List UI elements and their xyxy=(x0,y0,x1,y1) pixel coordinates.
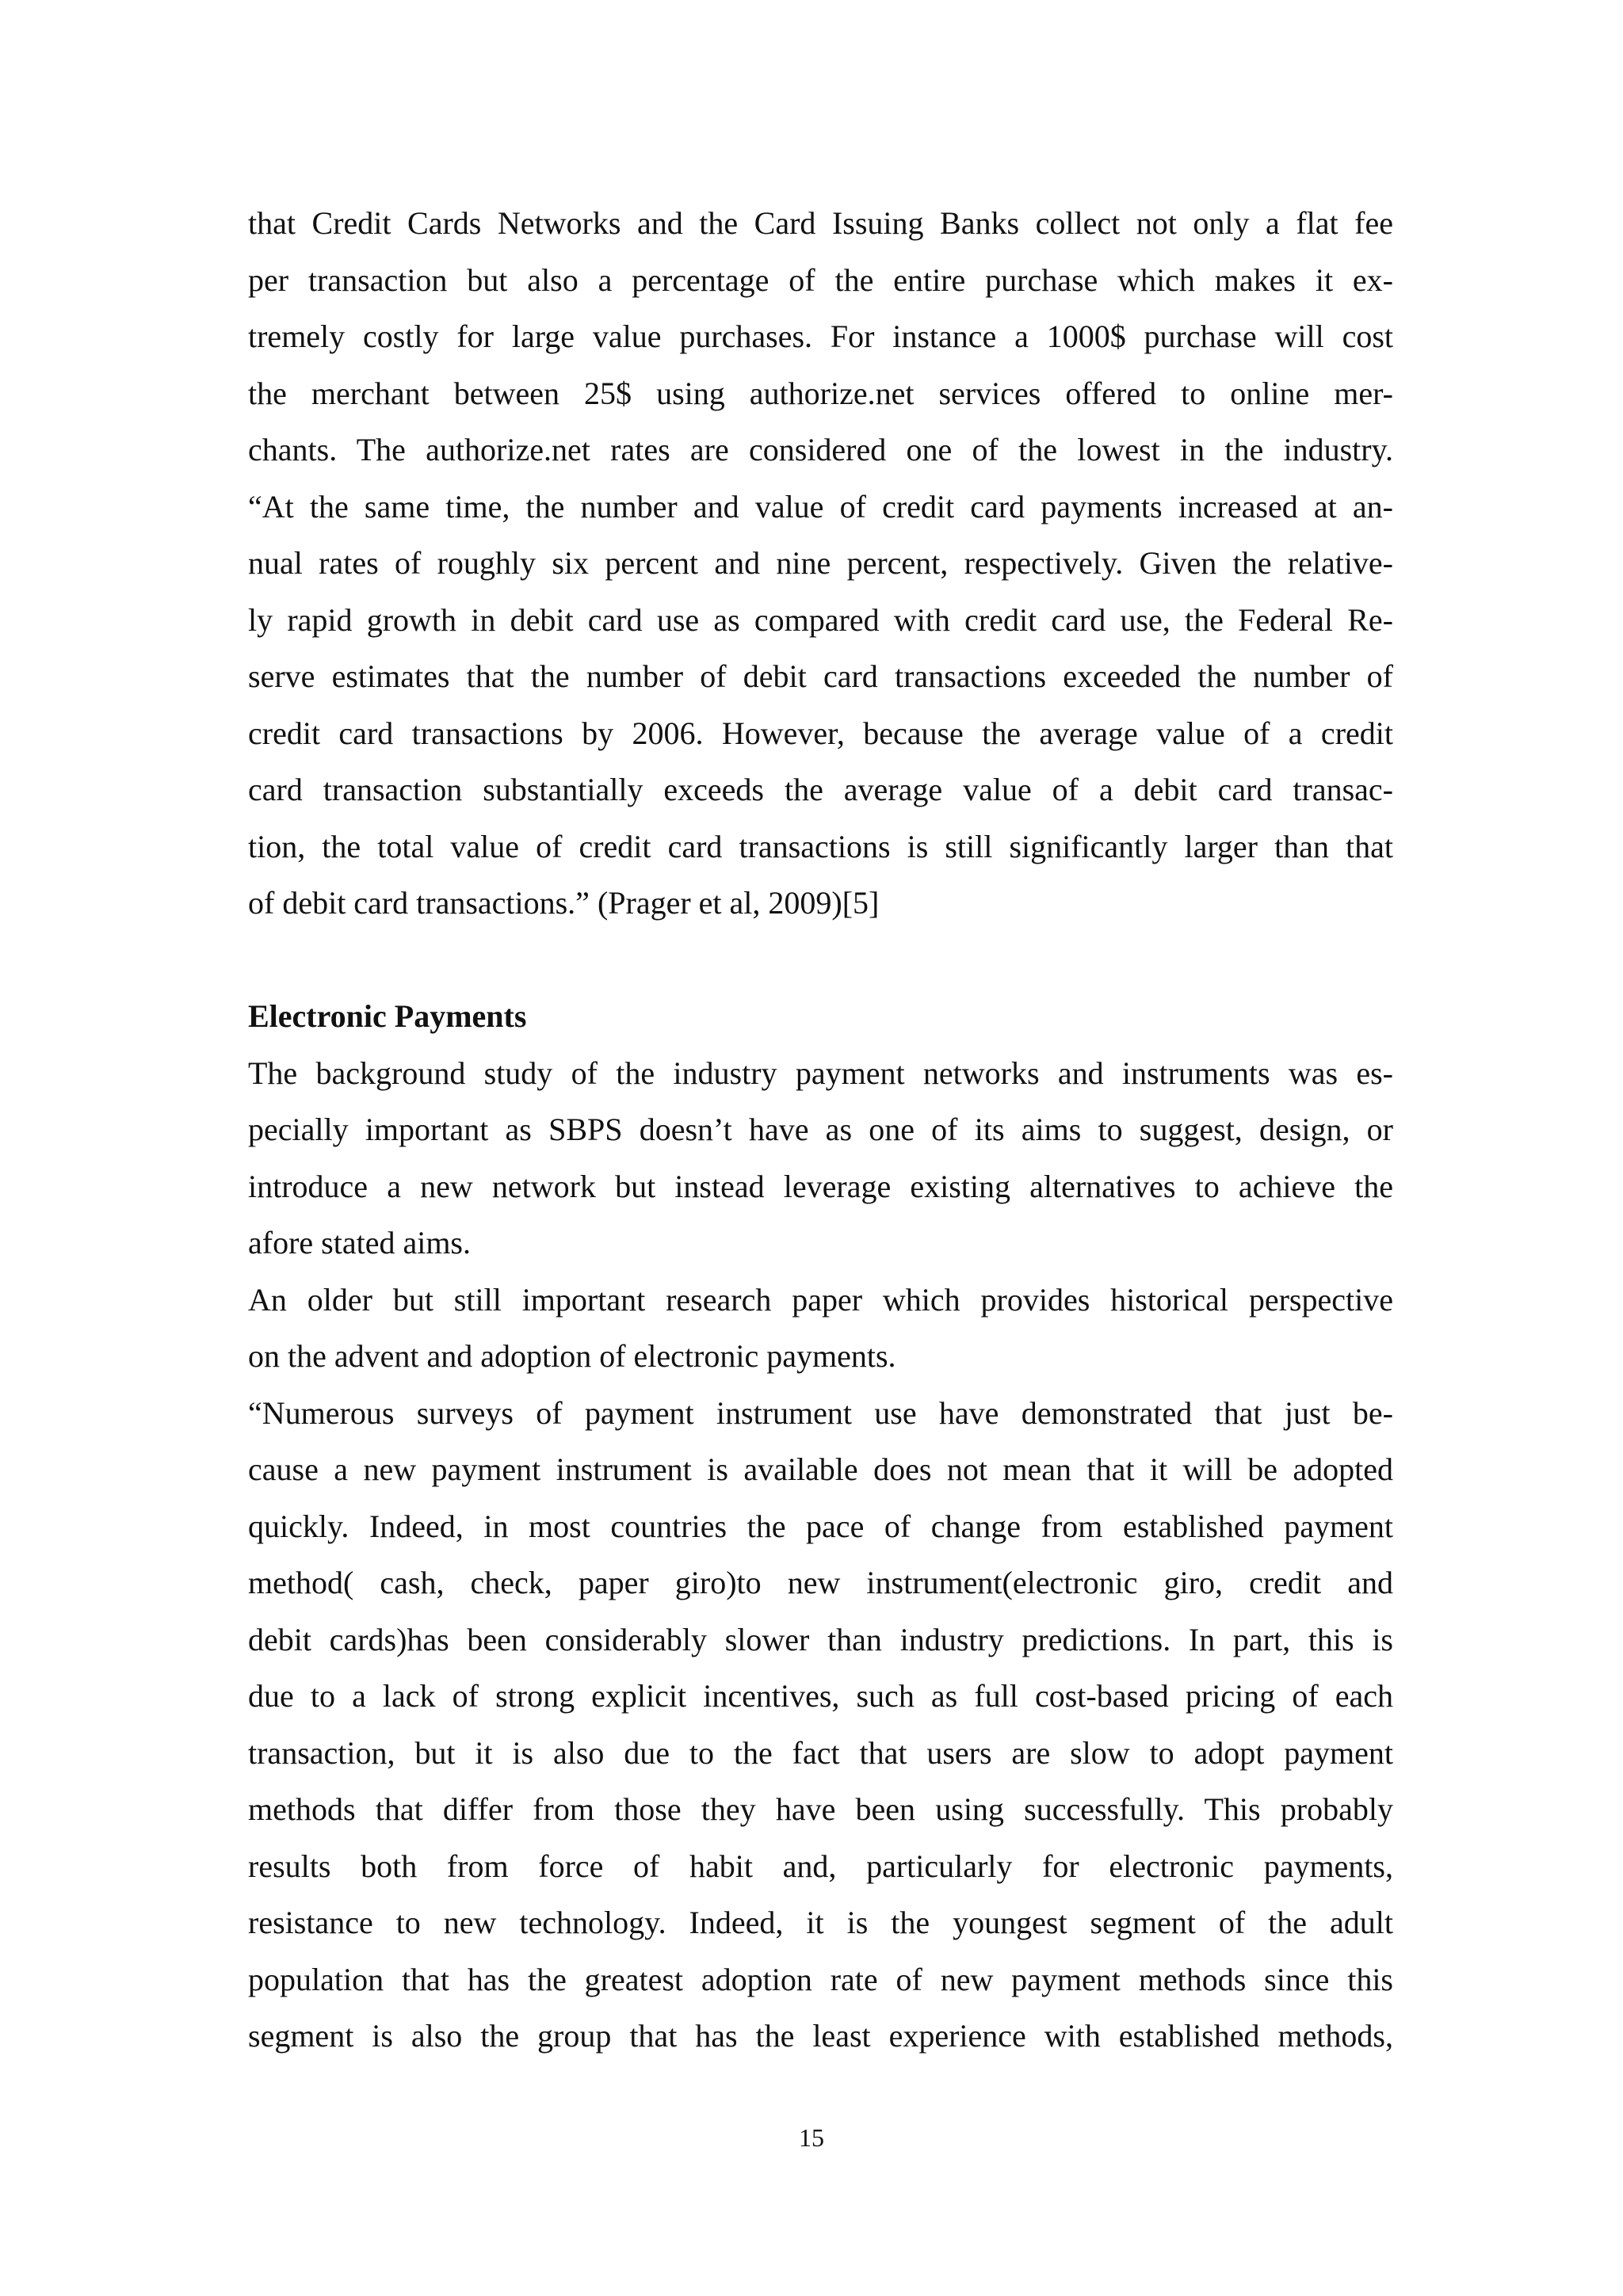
section-gap xyxy=(248,932,1393,989)
text-line: per transaction but also a percentage of the entire purchase which makes it ex- xyxy=(248,261,1393,298)
text-line: nual rates of roughly six percent and nine percent, respectively. Given the relative- xyxy=(248,545,1393,581)
text-line: “At the same time, the number and value of credit card payments increased at an- xyxy=(248,488,1393,524)
text-line: serve estimates that the number of debit card transactions exceeded the number of xyxy=(248,658,1393,694)
text-line: pecially important as SBPS doesn’t have as one of its aims to suggest, design, or xyxy=(248,1112,1393,1147)
body-text xyxy=(248,195,1393,2065)
text-line: afore stated aims. xyxy=(248,1225,471,1261)
text-line: due to a lack of strong explicit incentives, such as full cost-based pricing of each xyxy=(248,1678,1393,1714)
text-line: resistance to new technology. Indeed, it is the youngest segment of the adult xyxy=(248,1905,1393,1940)
text-line: “Numerous surveys of payment instrument use have demonstrated that just be- xyxy=(248,1394,1393,1431)
text-line: An older but still important research paper which provides historical perspective xyxy=(248,1281,1393,1318)
text-line: population that has the greatest adoption rate of new payment methods since this xyxy=(248,1961,1393,1997)
text-line: debit cards)has been considerably slower than industry predictions. In part, this is xyxy=(248,1621,1393,1657)
text-line: methods that differ from those they have been using successfully. This probably xyxy=(248,1791,1393,1827)
text-line: that Credit Cards Networks and the Card Issuing Banks collect not only a flat fee xyxy=(248,205,1393,241)
text-line: of debit card transactions.” (Prager et al, 2009)[5] xyxy=(248,885,880,921)
text-line: card transaction substantially exceeds the average value of a debit card transac- xyxy=(248,772,1393,807)
paragraph-research-paper xyxy=(248,1272,1393,1385)
text-line: tremely costly for large value purchases. For instance a 1000$ purchase will cost xyxy=(248,318,1393,354)
text-line: credit card transactions by 2006. However, because the average value of a credit xyxy=(248,715,1393,751)
paragraph-background-study xyxy=(248,1045,1393,1272)
text-line: introduce a new network but instead leverage existing alternatives to achieve the xyxy=(248,1168,1393,1204)
text-line: transaction, but it is also due to the fact that users are slow to adopt payment xyxy=(248,1734,1393,1771)
text-line: tion, the total value of credit card transactions is still significantly larger than that xyxy=(248,828,1393,864)
text-line: cause a new payment instrument is available does not mean that it will be adopted xyxy=(248,1451,1393,1487)
text-line: chants. The authorize.net rates are considered one of the lowest in the industry. xyxy=(248,432,1393,467)
quote-prager xyxy=(248,479,1393,932)
text-line: on the advent and adoption of electronic payments. xyxy=(248,1338,896,1374)
text-line: The background study of the industry payment networks and instruments was es- xyxy=(248,1055,1393,1091)
page-number: 15 xyxy=(799,2123,824,2152)
text-line: the merchant between 25$ using authorize.net services offered to online mer- xyxy=(248,375,1393,411)
text-line: results both from force of habit and, particularly for electronic payments, xyxy=(248,1848,1393,1884)
quote-payment-surveys xyxy=(248,1385,1393,2065)
text-line: method( cash, check, paper giro)to new instrument(electronic giro, credit and xyxy=(248,1565,1393,1600)
text-line: quickly. Indeed, in most countries the pace of change from established payment xyxy=(248,1508,1393,1544)
paragraph-credit-card-fees xyxy=(248,195,1393,479)
text-line: ly rapid growth in debit card use as compared with credit card use, the Federal Re- xyxy=(248,601,1393,638)
section-heading: Electronic Payments xyxy=(248,998,527,1034)
text-line: segment is also the group that has the least experience with established methods, xyxy=(248,2018,1393,2054)
